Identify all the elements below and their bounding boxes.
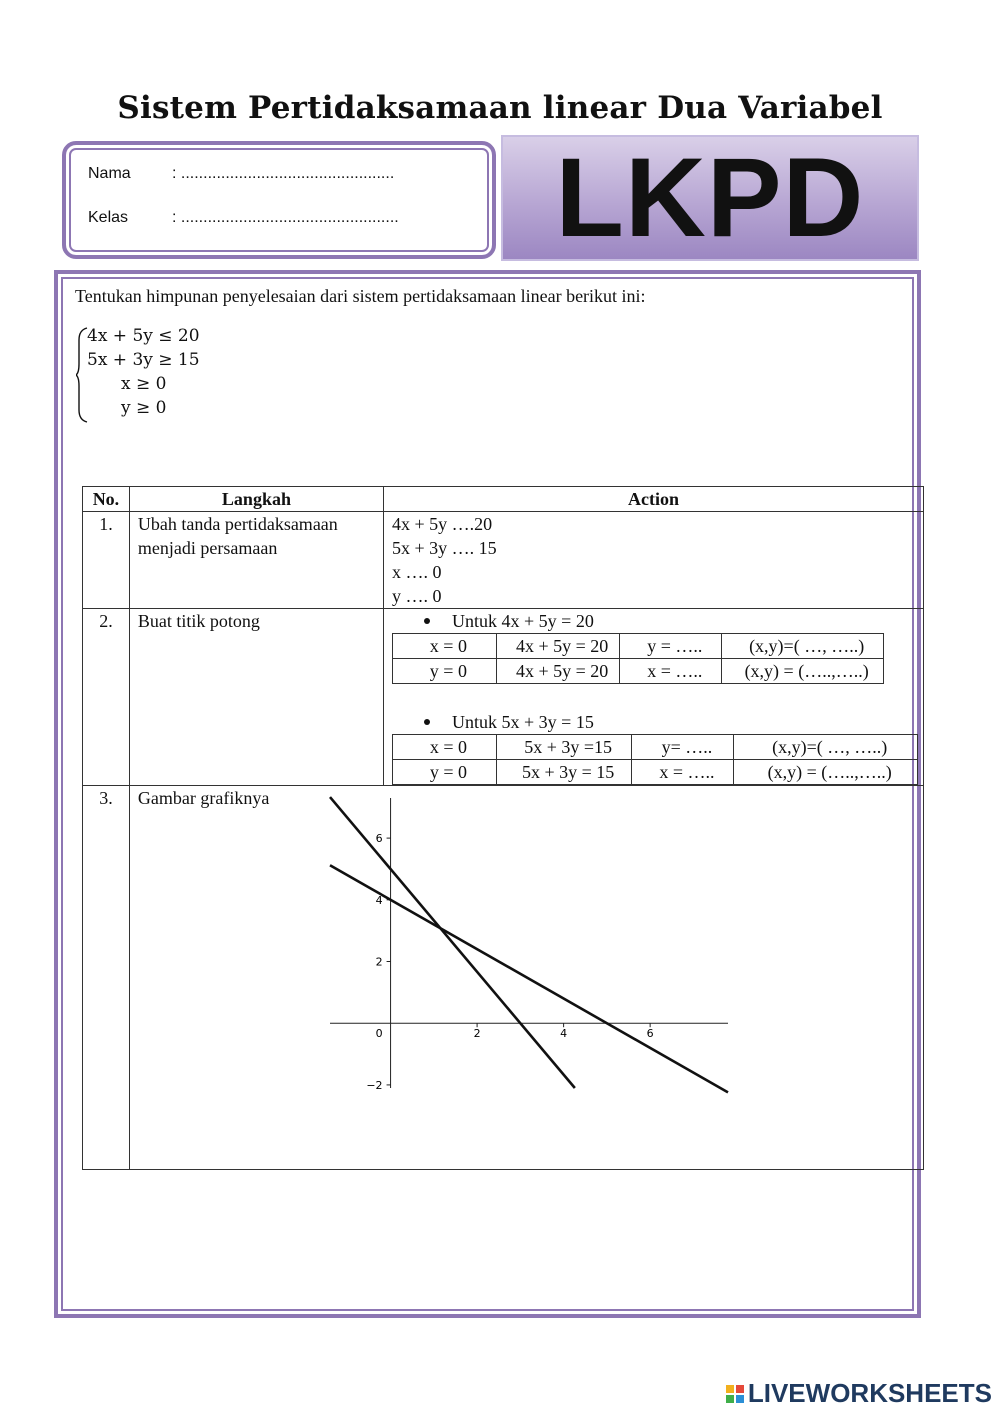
page-title: Sistem Pertidaksamaan linear Dua Variabel bbox=[117, 90, 883, 126]
identity-box bbox=[62, 141, 496, 259]
row-number: 1. bbox=[83, 512, 130, 609]
action-line[interactable]: y …. 0 bbox=[392, 586, 442, 606]
cell[interactable]: y= ….. bbox=[632, 735, 734, 760]
bullet-icon bbox=[424, 719, 430, 725]
x-tick-label: 6 bbox=[646, 1027, 654, 1041]
header-action: Action bbox=[384, 487, 924, 512]
cell[interactable]: (x,y) = (…..,…..) bbox=[734, 760, 918, 785]
cell[interactable]: (x,y)=( …, …..) bbox=[722, 634, 884, 659]
intercept-table-1 bbox=[392, 633, 884, 684]
cell[interactable]: (x,y) = (…..,…..) bbox=[722, 659, 884, 684]
cell[interactable]: y = ….. bbox=[620, 634, 722, 659]
logo-icon bbox=[726, 1385, 744, 1403]
row-number: 2. bbox=[83, 609, 130, 786]
series-line bbox=[330, 797, 575, 1088]
table-header-row bbox=[83, 487, 924, 512]
bullet-icon bbox=[424, 618, 430, 624]
logo-text: LIVEWORKSHEETS bbox=[747, 1378, 992, 1408]
cell: 5x + 3y = 15 bbox=[496, 760, 632, 785]
table-row bbox=[393, 760, 918, 785]
series-line bbox=[330, 865, 728, 1092]
action-cell bbox=[384, 609, 924, 786]
eq2-label: Untuk 5x + 3y = 15 bbox=[452, 712, 594, 732]
cell: x = 0 bbox=[393, 735, 497, 760]
inequality-2: 5x + 3y ≥ 15 bbox=[87, 350, 200, 370]
inequality-4: y ≥ 0 bbox=[121, 398, 167, 418]
cell[interactable]: (x,y)=( …, …..) bbox=[734, 735, 918, 760]
header-no: No. bbox=[83, 487, 130, 512]
class-field[interactable]: : ................................................. bbox=[172, 209, 399, 226]
cell: 4x + 5y = 20 bbox=[496, 659, 620, 684]
x-tick-label: 2 bbox=[473, 1027, 481, 1041]
cell[interactable]: x = ….. bbox=[620, 659, 722, 684]
action-line[interactable]: x …. 0 bbox=[392, 562, 442, 582]
row-number: 3. bbox=[83, 786, 130, 1170]
cell[interactable]: x = ….. bbox=[632, 760, 734, 785]
name-field[interactable]: : ................................................ bbox=[172, 165, 395, 182]
table-row bbox=[393, 634, 884, 659]
cell: y = 0 bbox=[393, 760, 497, 785]
class-label: Kelas bbox=[88, 209, 129, 226]
graph-step-label: Gambar grafiknya bbox=[137, 788, 270, 808]
name-label: Nama bbox=[88, 165, 131, 182]
instruction-text: Tentukan himpunan penyelesaian dari sistem pertidaksamaan linear berikut ini: bbox=[75, 286, 646, 306]
chart-axes bbox=[330, 798, 728, 1092]
cell: 4x + 5y = 20 bbox=[496, 634, 620, 659]
liveworksheets-logo bbox=[726, 1378, 992, 1409]
inequality-1: 4x + 5y ≤ 20 bbox=[87, 326, 200, 346]
table-row bbox=[393, 659, 884, 684]
class-row bbox=[88, 209, 399, 227]
step-text: Buat titik potong bbox=[129, 609, 383, 786]
y-tick-label: 6 bbox=[375, 832, 383, 846]
table-row bbox=[83, 609, 924, 786]
header-step: Langkah bbox=[129, 487, 383, 512]
inequality-system bbox=[76, 326, 296, 426]
chart-lines bbox=[330, 797, 728, 1092]
eq1-label: Untuk 4x + 5y = 20 bbox=[452, 611, 594, 631]
lkpd-badge bbox=[501, 135, 919, 261]
cell: 5x + 3y =15 bbox=[496, 735, 632, 760]
name-row bbox=[88, 165, 394, 183]
table-row bbox=[393, 735, 918, 760]
y-tick-label: 0 bbox=[375, 1027, 383, 1041]
step-text: Ubah tanda pertidaksamaan menjadi persamaan bbox=[129, 512, 383, 609]
lkpd-badge-text: LKPD bbox=[555, 135, 865, 260]
action-cell bbox=[384, 512, 924, 609]
action-line[interactable]: 5x + 3y …. 15 bbox=[392, 538, 497, 558]
cell: y = 0 bbox=[393, 659, 497, 684]
graph-chart bbox=[320, 790, 740, 1100]
inequality-3: x ≥ 0 bbox=[121, 374, 167, 394]
table-row bbox=[83, 512, 924, 609]
bullet-eq1 bbox=[424, 609, 923, 633]
y-tick-label: 4 bbox=[375, 893, 383, 907]
cell: x = 0 bbox=[393, 634, 497, 659]
intercept-table-2 bbox=[392, 734, 918, 785]
action-line[interactable]: 4x + 5y ….20 bbox=[392, 514, 493, 534]
bullet-eq2 bbox=[424, 710, 923, 734]
y-tick-label: −2 bbox=[366, 1078, 383, 1092]
x-tick-label: 4 bbox=[560, 1027, 568, 1041]
y-tick-label: 2 bbox=[375, 955, 383, 969]
